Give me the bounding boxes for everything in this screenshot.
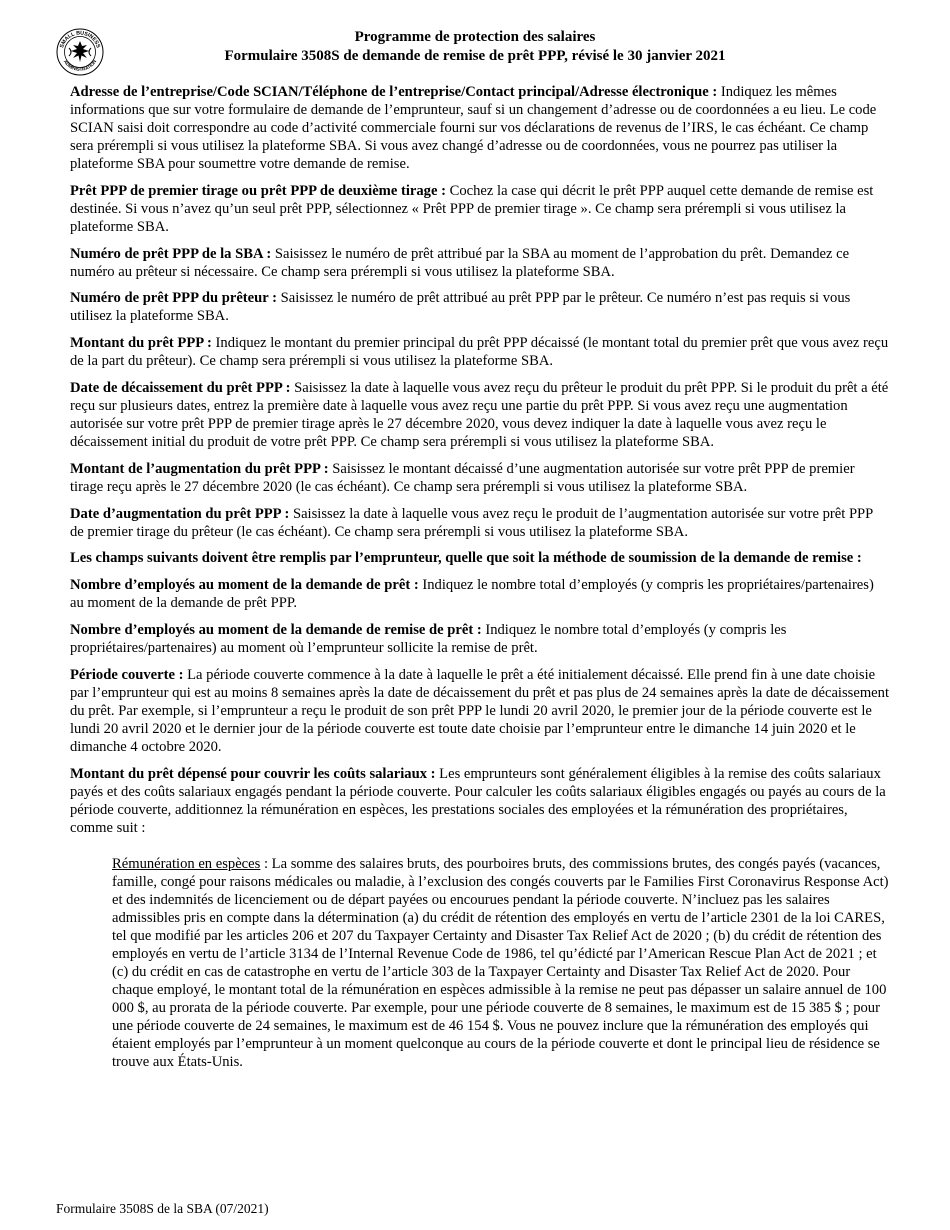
section-lender-loan-number: Numéro de prêt PPP du prêteur : Saisissez le numéro de prêt attribué au prêt PPP par le prêteur. Ce numéro n’est pas requis si vous utilisez la plateforme SBA. xyxy=(70,290,851,325)
section-sba-loan-number: Numéro de prêt PPP de la SBA : Saisissez le numéro de prêt attribué par la SBA au moment de l’approbation du prêt. Demandez ce numéro au prêteur si nécessaire. Ce champ sera prérempli si vous utilisez la plateforme SBA. xyxy=(70,245,850,280)
section-employees-at-application: Nombre d’employés au moment de la demande de prêt : Indiquez le nombre total d’employés (y compris les propriétaires/partenaires) au moment de la demande de prêt PPP. xyxy=(70,577,874,612)
section-business-address: Adresse de l’entreprise/Code SCIAN/Téléphone de l’entreprise/Contact principal/Adresse électronique : Indiquez les mêmes informations que sur votre formulaire de demande de l’emprunteur, sauf si un changement d’adresse ou de coordonnées a eu lieu. Le code SCIAN saisi doit correspondre au code d’activité commerciale fourni sur vos déclarations de revenus de l’IRS, le cas échéant. Ce champ sera prérempli si vous utilisez la plateforme SBA. Si vous avez changé d’adresse ou de coordonnées, vous ne pourrez pas utiliser la plateforme SBA pour soumettre votre demande de remise. xyxy=(70,84,877,172)
instructions-body xyxy=(70,83,890,1071)
section-loan-amount: Montant du prêt PPP : Indiquez le montant du premier principal du prêt PPP décaissé (le montant total du premier prêt que vous avez reçu de la part du prêteur). Ce champ sera prérempli si vous utilisez la plateforme SBA. xyxy=(70,335,889,370)
section-payroll-costs: Montant du prêt dépensé pour couvrir les coûts salariaux : Les emprunteurs sont généralement éligibles à la remise des coûts salariaux payés et des coûts salariaux engagés pendant la période couverte. Pour calculer les coûts salariaux éligibles engagés ou payés au cours de la période couverte, additionnez la rémunération en espèces, les prestations sociales des employées et la rémunération des propriétaires, comme suit : xyxy=(70,765,886,836)
section-increase-date: Date d’augmentation du prêt PPP : Saisissez la date à laquelle vous avez reçu le produit de l’augmentation autorisée sur votre prêt PPP de premier tirage du prêteur (le cas échéant). Ce champ sera prérempli si vous utilisez la plateforme SBA. xyxy=(70,505,873,540)
seal-text-bottom: ADMINISTRATION xyxy=(62,58,98,72)
section-disbursement-date: Date de décaissement du prêt PPP : Saisissez la date à laquelle vous avez reçu du prêteur le produit du prêt PPP. Si le produit du prêt a été reçu sur plusieurs dates, entrez la première date à laquelle vous avez reçu une partie du prêt PPP. Si vous avez reçu une augmentation autorisée sur votre prêt PPP de premier tirage après le 27 décembre 2020, vous devez indiquer la date à laquelle vous avez reçu le décaissement initial du produit de votre prêt PPP. Ce champ sera prérempli si vous utilisez la plateforme SBA. xyxy=(70,379,889,450)
section-employees-at-forgiveness: Nombre d’employés au moment de la demande de remise de prêt : Indiquez le nombre total d’employés (y compris les propriétaires/partenaires) au moment où l’emprunteur sollicite la remise de prêt. xyxy=(70,621,787,656)
section-draw-type: Prêt PPP de premier tirage ou prêt PPP de deuxième tirage : Cochez la case qui décrit le prêt PPP auquel cette demande de remise est destinée. Si vous n’avez qu’un seul prêt PPP, sélectionnez « Prêt PPP de premier tirage ». Ce champ sera prérempli si vous utilisez la plateforme SBA. xyxy=(70,182,874,235)
section-increase-amount: Montant de l’augmentation du prêt PPP : Saisissez le montant décaissé d’une augmentation autorisée sur votre prêt PPP de premier tirage reçu après le 27 décembre 2020 (le cas échéant). Ce champ sera prérempli si vous utilisez la plateforme SBA. xyxy=(70,460,855,495)
required-fields-notice: Les champs suivants doivent être remplis par l’emprunteur, quelle que soit la méthode de soumission de la demande de remise : xyxy=(70,550,862,567)
program-title: Programme de protection des salaires xyxy=(354,29,596,45)
sba-seal-icon xyxy=(56,28,104,76)
form-header xyxy=(140,28,810,66)
section-covered-period: Période couverte : La période couverte commence à la date à laquelle le prêt a été initialement décaissé. Elle prend fin à une date choisie par l’emprunteur qui est au moins 8 semaines après la date de décaissement du prêt et pas plus de 24 semaines après la date de décaissement du prêt. Par exemple, si l’emprunteur a reçu le produit de son prêt PPP le lundi 20 avril 2020, le premier jour de la période couverte est le lundi 20 avril 2020 et le dernier jour de la période couverte est toute date choisie par l’emprunteur entre le dimanche 14 juin 2020 et le dimanche 4 octobre 2020. xyxy=(70,666,889,755)
form-footer: Formulaire 3508S de la SBA (07/2021) xyxy=(56,1201,269,1216)
section-cash-compensation: Rémunération en espèces : La somme des salaires bruts, des pourboires bruts, des commissions brutes, des congés payés (vacances, famille, congé pour raisons médicales ou maladie, à l’exclusion des congés couverts par le Families First Coronavirus Response Act) et des indemnités de licenciement ou de départ payées ou encourues pendant la période couverte. N’incluez pas les salaires admissibles pris en compte dans la détermination (a) du crédit de rétention des employés en vertu de l’article 2301 de la loi CARES, tel que modifié par les articles 206 et 207 du Taxpayer Certainty and Disaster Tax Relief Act de 2020 ; (b) du crédit de rétention des employés en vertu de l’article 3134 de l’Internal Revenue Code de 1986, tel qu’édicté par l’American Rescue Plan Act de 2021 ; et (c) du crédit en cas de catastrophe en vertu de l’article 303 de la Taxpayer Certainty and Disaster Tax Relief Act de 2020. Pour chaque employé, le montant total de la rémunération en espèces admissible à la remise ne peut pas dépasser un salaire annuel de 100 000 $, au prorata de la période couverte. Par exemple, pour une période couverte de 8 semaines, le maximum est de 15 385 $ ; pour une période couverte de 24 semaines, le maximum est de 46 154 $. Vous ne pouvez inclure que la rémunération des employés qui étaient employés par l’emprunteur à un moment quelconque au cours de la période couverte et dont le principal lieu de résidence se trouve aux États-Unis. xyxy=(112,855,889,1070)
form-title: Formulaire 3508S de demande de remise de prêt PPP, révisé le 30 janvier 2021 xyxy=(224,48,726,64)
seal-text-top: SMALL BUSINESS xyxy=(59,30,101,49)
